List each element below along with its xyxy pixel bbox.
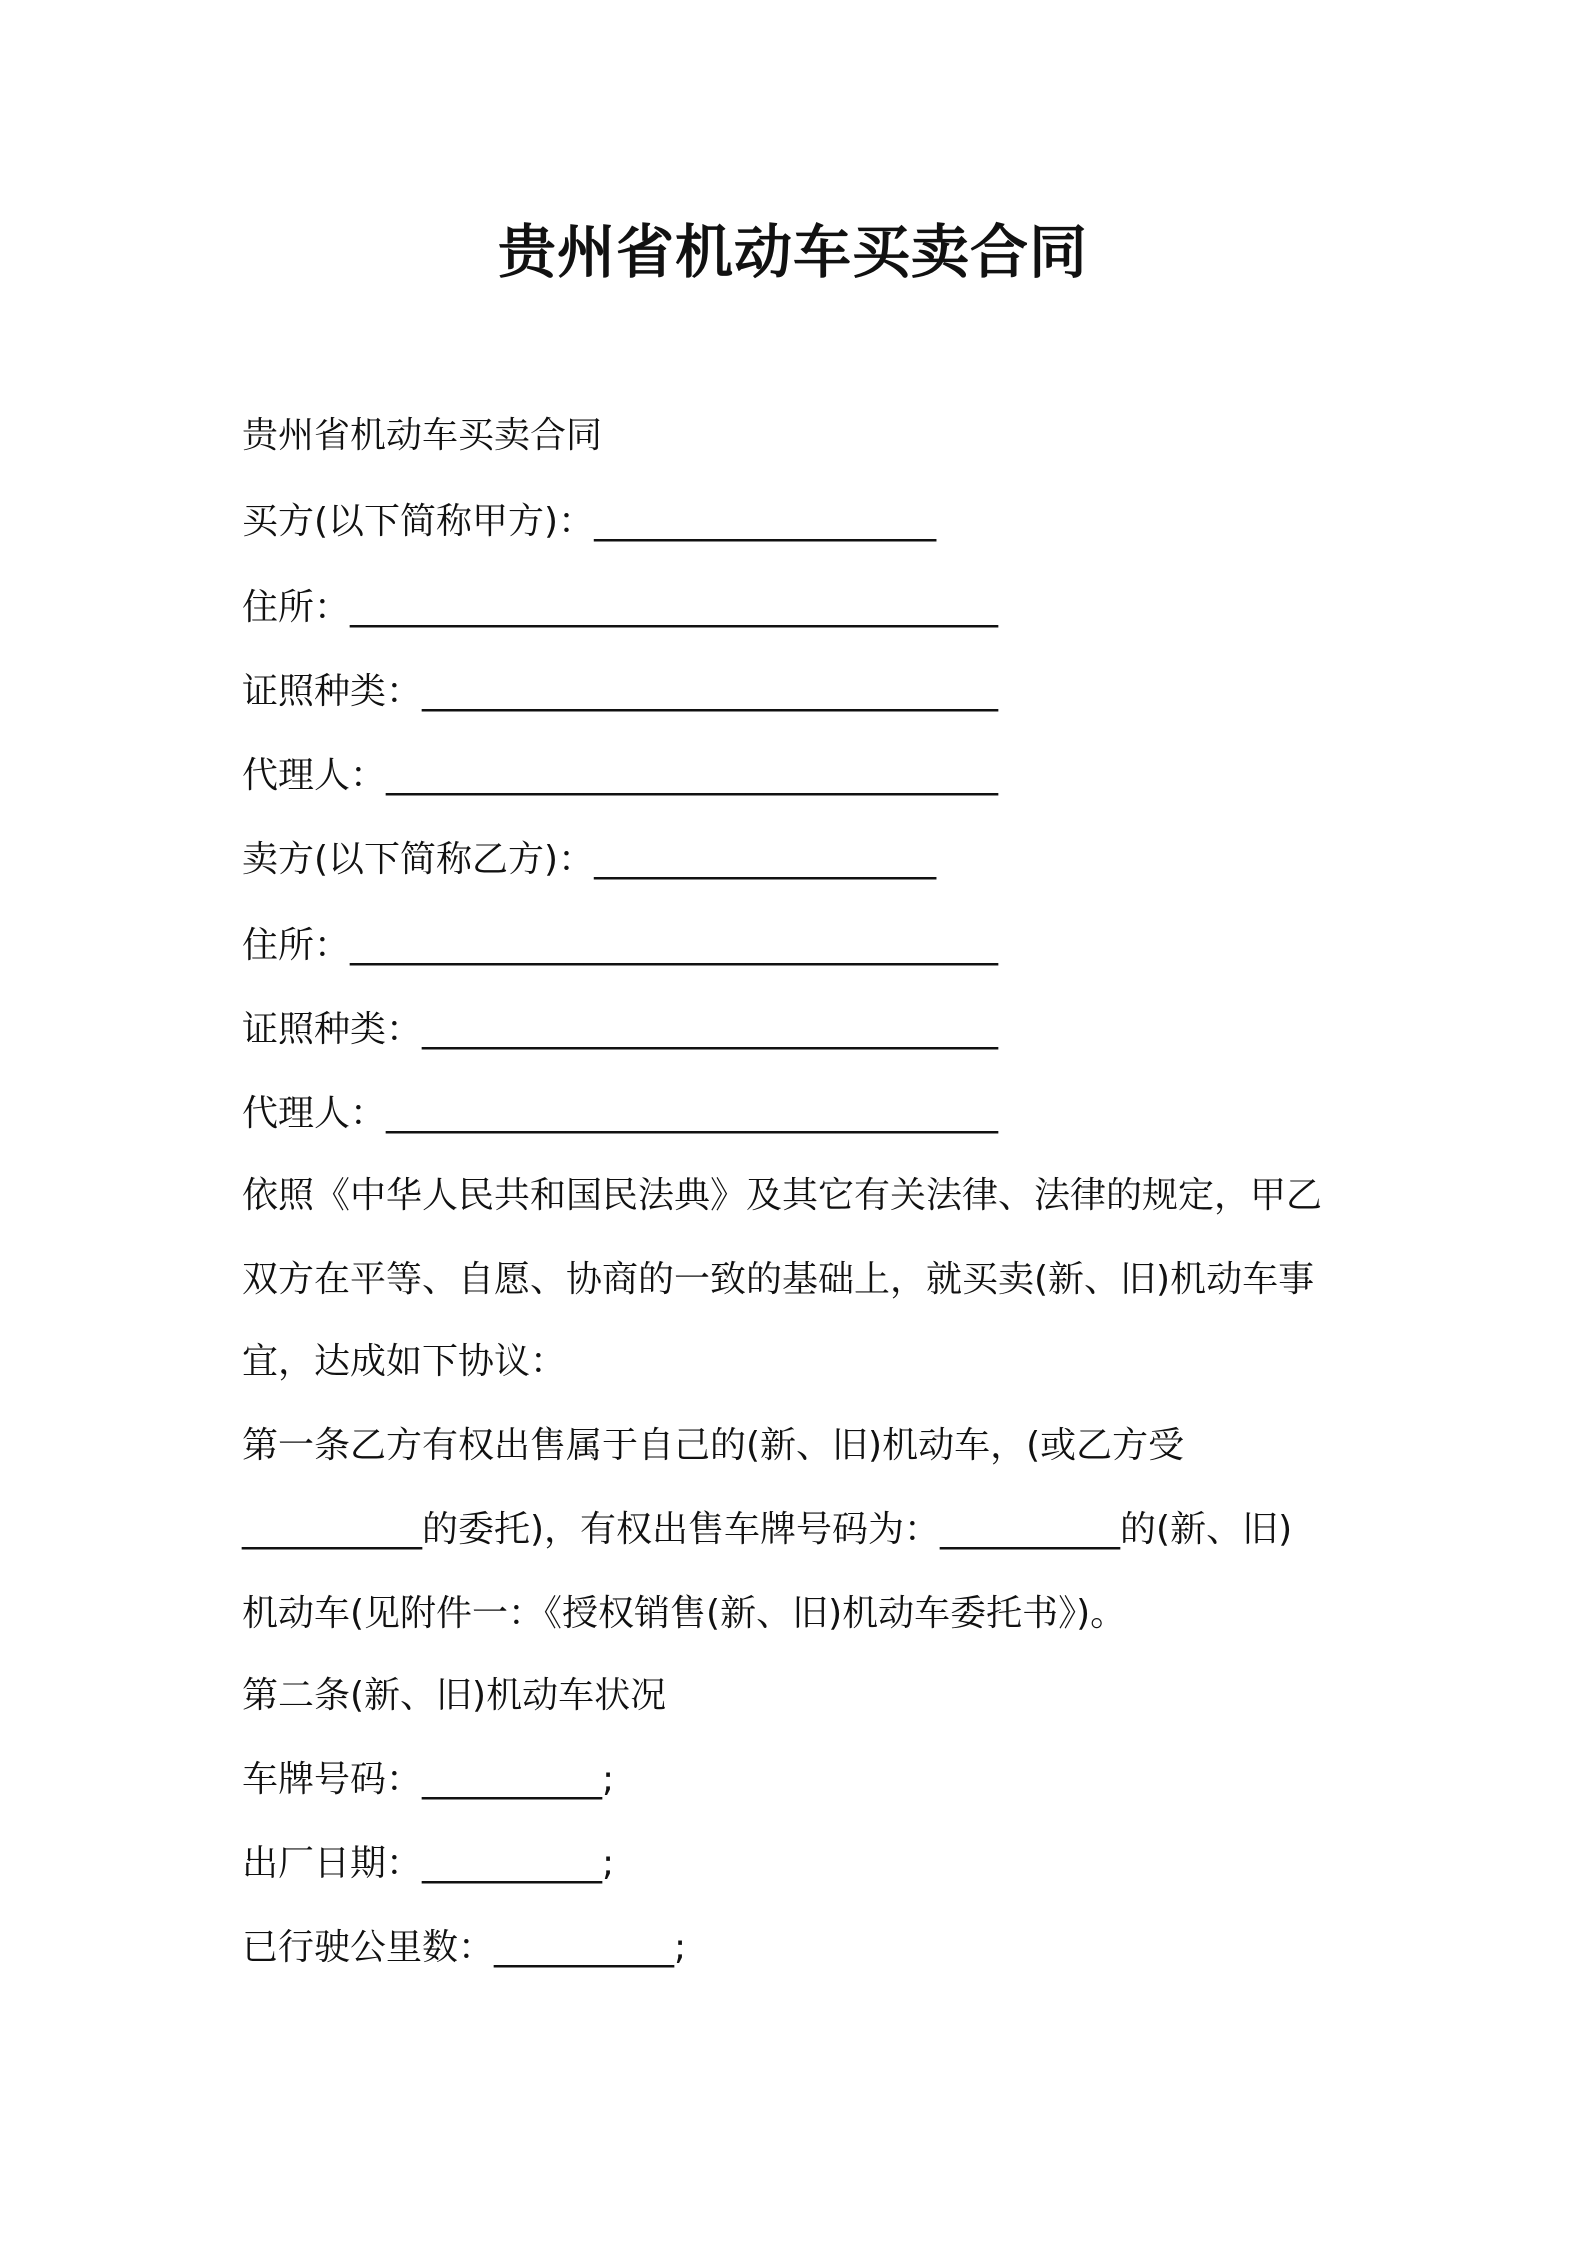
plate-number-line: 车牌号码：__________;	[242, 1759, 615, 1800]
seller-address-line: 住所：____________________________________	[242, 925, 999, 966]
manufacture-date-line: 出厂日期：__________;	[242, 1843, 615, 1884]
document-title: 贵州省机动车买卖合同	[497, 218, 1088, 286]
buyer-line: 买方(以下简称甲方)：___________________	[242, 501, 937, 542]
buyer-id-type-line: 证照种类：________________________________	[242, 671, 999, 712]
preamble-line-3: 宜，达成如下协议：	[242, 1341, 567, 1382]
seller-agent-line: 代理人：__________________________________	[242, 1093, 999, 1134]
buyer-address-line: 住所：____________________________________	[242, 587, 999, 628]
article-1-line-2: __________的委托)，有权出售车牌号码为：__________的(新、旧)	[242, 1509, 1293, 1550]
seller-id-type-line: 证照种类：________________________________	[242, 1009, 999, 1050]
subtitle-line: 贵州省机动车买卖合同	[242, 415, 603, 456]
preamble-line-2: 双方在平等、自愿、协商的一致的基础上，就买卖(新、旧)机动车事	[242, 1259, 1315, 1300]
buyer-agent-line: 代理人：__________________________________	[242, 755, 999, 796]
article-1-line-3: 机动车(见附件一：《授权销售(新、旧)机动车委托书》)。	[242, 1593, 1127, 1634]
preamble-line-1: 依照《中华人民共和国民法典》及其它有关法律、法律的规定，甲乙	[242, 1175, 1323, 1216]
article-1-line-1: 第一条乙方有权出售属于自己的(新、旧)机动车，(或乙方受	[242, 1425, 1185, 1466]
mileage-line: 已行驶公里数：__________;	[242, 1927, 687, 1968]
seller-line: 卖方(以下简称乙方)：___________________	[242, 839, 937, 880]
article-2-heading: 第二条(新、旧)机动车状况	[242, 1675, 667, 1716]
